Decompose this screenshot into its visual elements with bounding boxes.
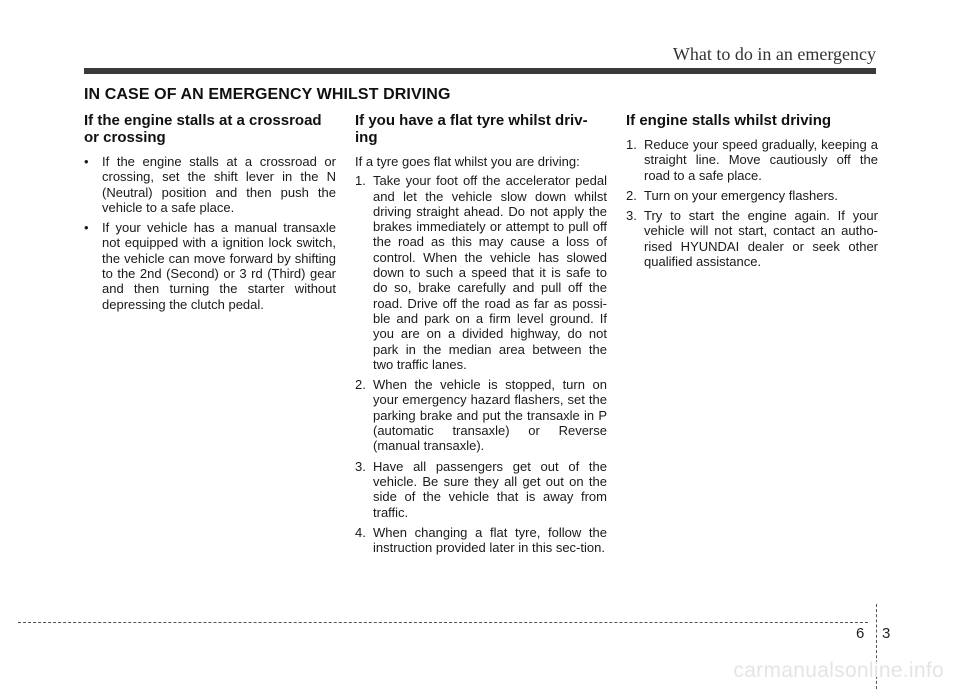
column-engine-stalls-driving <box>626 112 878 274</box>
chapter-title: What to do in an emergency <box>672 44 876 64</box>
list-item <box>355 459 607 520</box>
list-item <box>626 137 878 183</box>
column-flat-tyre <box>355 112 607 560</box>
list-item <box>355 525 607 556</box>
item-number: 3. <box>355 458 366 474</box>
footer-divider <box>18 622 868 623</box>
list-item <box>355 173 607 372</box>
numbered-list <box>626 137 878 269</box>
list-item-text: When changing a flat tyre, follow the instruction provided later in this sec-tion. <box>373 524 607 556</box>
column-engine-stalls-crossroad <box>84 112 336 317</box>
list-item-text: When the vehicle is stopped, turn on your emergency hazard flashers, set the parking brake and put the transaxle in P (automatic transaxle) or Reverse (manual transaxle). <box>373 377 607 454</box>
intro-text: If a tyre goes flat whilst you are driving: <box>355 154 580 169</box>
item-number: 1. <box>355 173 366 189</box>
watermark: carmanualsonline.info <box>733 659 944 682</box>
list-item-text: If the engine stalls at a crossroad or crossing, set the shift lever in the N (Neutral) position and then push the vehicle to a safe place. <box>102 154 336 215</box>
list-item-text: Take your foot off the accelerator pedal and let the vehicle slow down whilst driving straight ahead. Do not apply the brakes immediately or attempt to pull off the road as this may cause a loss of control. When the vehicle has slowed down to such a speed that it is safe to do so, brake carefully and pull off the road. Drive off the road as far as possi-ble and park on a firm level ground. If you are on a divided highway, do not park in the median area between the two traffic lanes. <box>373 173 607 372</box>
item-number: 2. <box>355 377 366 393</box>
bullet-list <box>84 154 336 312</box>
heading-flat-tyre: If you have a flat tyre whilst driv-ing <box>355 112 588 146</box>
numbered-list <box>355 173 607 555</box>
item-number: 4. <box>355 524 366 540</box>
list-item-text: If your vehicle has a manual transaxle not equipped with a ignition lock switch, the vehicle can move forward by shifting to the 2nd (Second) or 3 rd (Third) gear and then turning the starter without depressing the clutch pedal. <box>102 220 336 312</box>
list-item <box>84 220 336 312</box>
heading-engine-stalls-crossroad: If the engine stalls at a crossroad or crossing <box>84 112 322 146</box>
header-rule <box>84 68 876 74</box>
list-item <box>84 154 336 215</box>
item-number: 2. <box>626 187 637 203</box>
list-item-text: Try to start the engine again. If your vehicle will not start, contact an autho-rised HYUNDAI dealer or seek other qualified assistance. <box>644 208 878 270</box>
list-item-text: Have all passengers get out of the vehicle. Be sure they all get out on the side of the vehicle that is away from traffic. <box>373 458 607 520</box>
list-item-text: Reduce your speed gradually, keeping a straight line. Move cautiously off the road to a safe place. <box>644 137 878 183</box>
page-number: 3 <box>882 625 891 642</box>
item-number: 1. <box>626 137 637 152</box>
heading-engine-stalls-driving: If engine stalls whilst driving <box>626 112 832 129</box>
list-item <box>626 208 878 269</box>
bullet-marker: • <box>84 220 89 236</box>
item-number: 3. <box>626 208 637 224</box>
section-title: IN CASE OF AN EMERGENCY WHILST DRIVING <box>84 86 451 103</box>
chapter-number: 6 <box>856 625 865 642</box>
bullet-marker: • <box>84 154 89 169</box>
list-item <box>626 188 878 203</box>
list-item <box>355 377 607 453</box>
list-item-text: Turn on your emergency flashers. <box>644 187 838 203</box>
